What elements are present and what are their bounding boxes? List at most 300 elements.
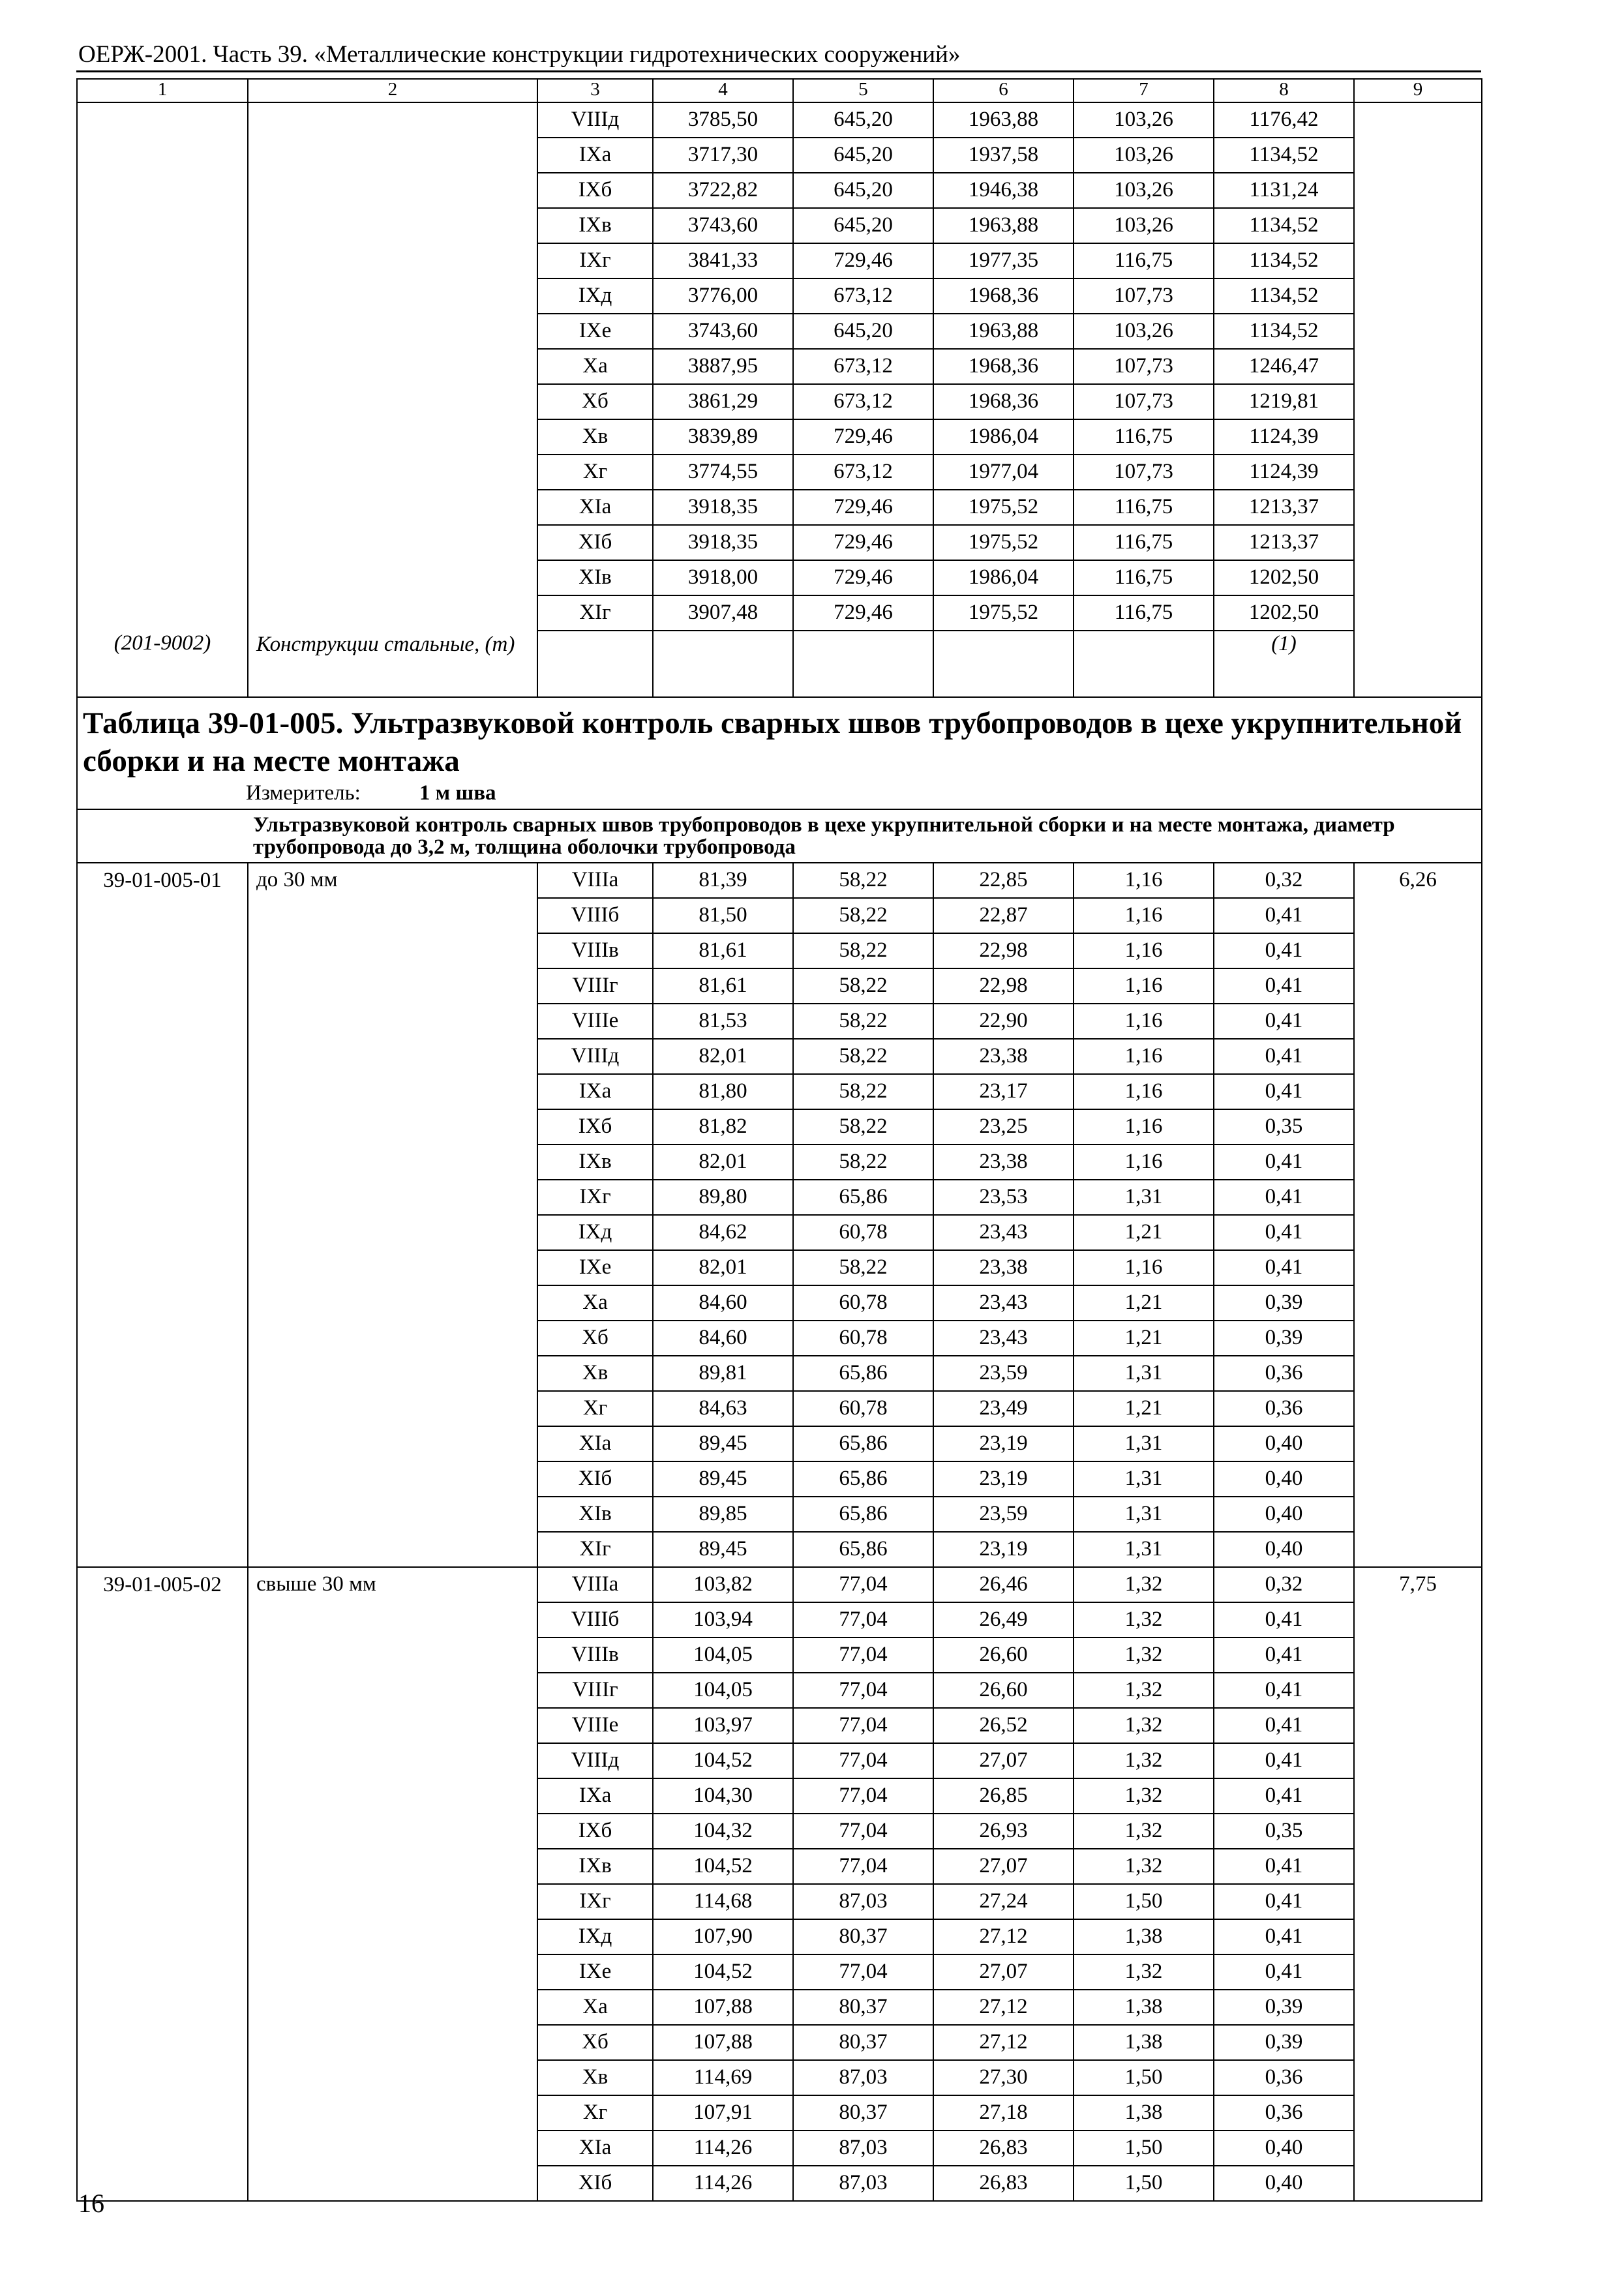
value-cell: 3861,29 — [653, 384, 793, 419]
item-col9 — [1354, 1391, 1482, 1426]
value-cell: 1134,52 — [1214, 314, 1354, 349]
name-cell — [248, 278, 537, 314]
value-cell: VIIIе — [537, 1708, 653, 1743]
value-cell: 58,22 — [793, 1074, 933, 1109]
table-row — [77, 1109, 1482, 1144]
value-cell: VIIIд — [537, 1039, 653, 1074]
value-cell: 0,35 — [1214, 1814, 1354, 1849]
item-code — [77, 1919, 248, 1954]
table-row — [77, 278, 1482, 314]
value-cell: 87,03 — [793, 1884, 933, 1919]
value-cell: 1,32 — [1074, 1954, 1214, 1990]
item-code: 39-01-005-02 — [77, 1567, 248, 1602]
value-cell: 0,39 — [1214, 2025, 1354, 2060]
value-cell: 84,63 — [653, 1391, 793, 1426]
item-name — [248, 1954, 537, 1990]
value-cell: 116,75 — [1074, 419, 1214, 455]
value-cell: 1,50 — [1074, 2166, 1214, 2201]
value-cell: 3907,48 — [653, 595, 793, 631]
code-cell — [77, 490, 248, 525]
item-col9 — [1354, 1039, 1482, 1074]
item-name — [248, 2060, 537, 2095]
table-row — [77, 1778, 1482, 1814]
measure-value: 1 м шва — [419, 781, 496, 805]
value-cell: 107,88 — [653, 1990, 793, 2025]
item-col9 — [1354, 2060, 1482, 2095]
value-cell: 0,41 — [1214, 933, 1354, 968]
value-cell: 80,37 — [793, 1990, 933, 2025]
value-cell: VIIIе — [537, 1004, 653, 1039]
table-row — [77, 1954, 1482, 1990]
value-cell: 58,22 — [793, 1144, 933, 1180]
code-cell — [77, 173, 248, 208]
value-cell: 3887,95 — [653, 349, 793, 384]
value-cell: IXд — [537, 278, 653, 314]
column-number: 3 — [537, 79, 653, 102]
value-cell: IXа — [537, 138, 653, 173]
value-cell: 1134,52 — [1214, 138, 1354, 173]
value-cell: 23,17 — [933, 1074, 1074, 1109]
value-cell: 89,81 — [653, 1356, 793, 1391]
value-cell: 1,16 — [1074, 863, 1214, 898]
value-cell: Xб — [537, 384, 653, 419]
item-name — [248, 1849, 537, 1884]
value-cell: 0,40 — [1214, 1461, 1354, 1497]
value-cell: 0,41 — [1214, 1673, 1354, 1708]
value-cell: 1134,52 — [1214, 208, 1354, 243]
value-cell: IXг — [537, 243, 653, 278]
value-cell: IXд — [537, 1215, 653, 1250]
value-cell: 1,32 — [1074, 1602, 1214, 1638]
value-cell: 3918,00 — [653, 560, 793, 595]
name-cell — [248, 455, 537, 490]
name-cell — [248, 314, 537, 349]
value-cell: 26,49 — [933, 1602, 1074, 1638]
item-code — [77, 1673, 248, 1708]
value-cell: 0,40 — [1214, 1426, 1354, 1461]
item-name — [248, 933, 537, 968]
item-name — [248, 1215, 537, 1250]
value-cell: 3743,60 — [653, 208, 793, 243]
table-row — [77, 419, 1482, 455]
value-cell: 0,32 — [1214, 1567, 1354, 1602]
value-cell: IXе — [537, 1954, 653, 1990]
value-cell: 729,46 — [793, 525, 933, 560]
value-cell: 1,31 — [1074, 1532, 1214, 1567]
empty-cell — [793, 631, 933, 697]
table-row — [77, 490, 1482, 525]
value-cell: 1,32 — [1074, 1743, 1214, 1778]
value-cell: 27,07 — [933, 1743, 1074, 1778]
value-cell: 673,12 — [793, 455, 933, 490]
value-cell: 87,03 — [793, 2166, 933, 2201]
value-cell: 77,04 — [793, 1638, 933, 1673]
value-cell: 1,16 — [1074, 968, 1214, 1004]
value-cell: XIг — [537, 1532, 653, 1567]
item-name — [248, 1144, 537, 1180]
value-cell: 1202,50 — [1214, 560, 1354, 595]
value-cell: 23,59 — [933, 1497, 1074, 1532]
item-code: 39-01-005-01 — [77, 863, 248, 898]
value-cell: 3918,35 — [653, 525, 793, 560]
value-cell: 22,90 — [933, 1004, 1074, 1039]
value-cell: 23,19 — [933, 1532, 1074, 1567]
value-cell: 1,21 — [1074, 1391, 1214, 1426]
value-cell: 1975,52 — [933, 490, 1074, 525]
value-cell: 81,61 — [653, 933, 793, 968]
item-col9 — [1354, 1144, 1482, 1180]
value-cell: 103,26 — [1074, 208, 1214, 243]
value-cell: 1,32 — [1074, 1778, 1214, 1814]
value-cell: 81,80 — [653, 1074, 793, 1109]
value-cell: 22,98 — [933, 968, 1074, 1004]
value-cell: 1,31 — [1074, 1356, 1214, 1391]
value-cell: 0,39 — [1214, 1321, 1354, 1356]
value-cell: 645,20 — [793, 138, 933, 173]
column-numbers-row — [77, 79, 1482, 102]
col9-cell — [1354, 349, 1482, 384]
item-code — [77, 1461, 248, 1497]
value-cell: 0,39 — [1214, 1285, 1354, 1321]
value-cell: 80,37 — [793, 2025, 933, 2060]
item-code — [77, 1814, 248, 1849]
value-cell: Xб — [537, 2025, 653, 2060]
item-code — [77, 1004, 248, 1039]
value-cell: 103,26 — [1074, 102, 1214, 138]
item-col9 — [1354, 1356, 1482, 1391]
item-code — [77, 1039, 248, 1074]
value-cell: 1963,88 — [933, 314, 1074, 349]
table-row — [77, 2060, 1482, 2095]
value-cell: 0,39 — [1214, 1990, 1354, 2025]
value-cell: 116,75 — [1074, 490, 1214, 525]
value-cell: IXб — [537, 1814, 653, 1849]
value-cell: IXе — [537, 1250, 653, 1285]
item-code — [77, 1356, 248, 1391]
rates-table — [76, 78, 1482, 2202]
value-cell: IXв — [537, 1144, 653, 1180]
code-cell — [77, 102, 248, 138]
item-name — [248, 2166, 537, 2201]
table-row — [77, 1919, 1482, 1954]
value-cell: Xа — [537, 1285, 653, 1321]
column-number: 4 — [653, 79, 793, 102]
value-cell: 23,49 — [933, 1391, 1074, 1426]
value-cell: 103,97 — [653, 1708, 793, 1743]
value-cell: 89,45 — [653, 1461, 793, 1497]
value-cell: 84,60 — [653, 1285, 793, 1321]
value-cell: 0,40 — [1214, 2131, 1354, 2166]
item-code — [77, 1954, 248, 1990]
description: Ультразвуковой контроль сварных швов трубопроводов в цехе укрупнительной сборки и на месте монтажа, диаметр трубопровода до 3,2 м, толщина оболочки трубопровода — [77, 809, 1482, 863]
table-row — [77, 208, 1482, 243]
item-col9 — [1354, 898, 1482, 933]
value-cell: 1,16 — [1074, 1144, 1214, 1180]
value-cell: 1,31 — [1074, 1180, 1214, 1215]
value-cell: 0,41 — [1214, 1039, 1354, 1074]
value-cell: 104,05 — [653, 1638, 793, 1673]
material-name — [248, 631, 537, 697]
table-row — [77, 933, 1482, 968]
item-code — [77, 1426, 248, 1461]
value-cell: 23,38 — [933, 1250, 1074, 1285]
value-cell: 1968,36 — [933, 384, 1074, 419]
table-row — [77, 1567, 1482, 1602]
value-cell: 26,60 — [933, 1673, 1074, 1708]
item-name — [248, 1532, 537, 1567]
value-cell: 0,40 — [1214, 1497, 1354, 1532]
item-code — [77, 2060, 248, 2095]
item-name — [248, 1461, 537, 1497]
value-cell: 22,87 — [933, 898, 1074, 933]
table-title: Таблица 39-01-005. Ультразвуковой контроль сварных швов трубопроводов в цехе укрупнительной сборки и на месте монтажа — [83, 706, 1462, 778]
value-cell: 23,25 — [933, 1109, 1074, 1144]
value-cell: 116,75 — [1074, 243, 1214, 278]
value-cell: 107,73 — [1074, 349, 1214, 384]
table-row — [77, 2131, 1482, 2166]
value-cell: 65,86 — [793, 1356, 933, 1391]
value-cell: 89,85 — [653, 1497, 793, 1532]
item-code — [77, 1285, 248, 1321]
name-cell — [248, 173, 537, 208]
value-cell: 0,35 — [1214, 1109, 1354, 1144]
table-row — [77, 1638, 1482, 1673]
value-cell: 1968,36 — [933, 278, 1074, 314]
value-cell: 0,41 — [1214, 1919, 1354, 1954]
value-cell: 80,37 — [793, 2095, 933, 2131]
measure-line — [83, 780, 1476, 809]
value-cell: 1937,58 — [933, 138, 1074, 173]
value-cell: 77,04 — [793, 1743, 933, 1778]
item-name — [248, 1285, 537, 1321]
value-cell: 60,78 — [793, 1285, 933, 1321]
item-code — [77, 1849, 248, 1884]
item-name — [248, 1180, 537, 1215]
value-cell: 3722,82 — [653, 173, 793, 208]
column-number: 9 — [1354, 79, 1482, 102]
col9-cell — [1354, 173, 1482, 208]
value-cell: 1124,39 — [1214, 455, 1354, 490]
value-cell: 77,04 — [793, 1673, 933, 1708]
item-name — [248, 1990, 537, 2025]
material-code-text: (201-9002) — [113, 631, 211, 655]
value-cell: 1,32 — [1074, 1567, 1214, 1602]
value-cell: 89,45 — [653, 1532, 793, 1567]
name-cell — [248, 419, 537, 455]
value-cell: 0,41 — [1214, 1074, 1354, 1109]
value-cell: XIг — [537, 595, 653, 631]
item-code — [77, 1109, 248, 1144]
value-cell: 27,18 — [933, 2095, 1074, 2131]
value-cell: 58,22 — [793, 1109, 933, 1144]
value-cell: VIIIд — [537, 102, 653, 138]
value-cell: 26,46 — [933, 1567, 1074, 1602]
item-name — [248, 1356, 537, 1391]
value-cell: 1213,37 — [1214, 525, 1354, 560]
value-cell: 77,04 — [793, 1567, 933, 1602]
value-cell: IXв — [537, 208, 653, 243]
value-cell: 81,82 — [653, 1109, 793, 1144]
value-cell: XIа — [537, 490, 653, 525]
table-row — [77, 1144, 1482, 1180]
value-cell: 0,40 — [1214, 2166, 1354, 2201]
value-cell: 103,26 — [1074, 173, 1214, 208]
value-cell: Xа — [537, 1990, 653, 2025]
value-cell: IXа — [537, 1074, 653, 1109]
value-cell: IXв — [537, 1849, 653, 1884]
value-cell: 1975,52 — [933, 595, 1074, 631]
item-name — [248, 2131, 537, 2166]
value-cell: 89,45 — [653, 1426, 793, 1461]
table-row — [77, 384, 1482, 419]
empty-cell — [653, 631, 793, 697]
value-cell: 1,50 — [1074, 2060, 1214, 2095]
description-row — [77, 809, 1482, 863]
value-cell: 27,07 — [933, 1849, 1074, 1884]
item-code — [77, 1638, 248, 1673]
value-cell: VIIIа — [537, 1567, 653, 1602]
value-cell: 0,41 — [1214, 1638, 1354, 1673]
table-row — [77, 1990, 1482, 2025]
value-cell: 23,19 — [933, 1461, 1074, 1497]
item-code — [77, 1250, 248, 1285]
header-rule — [76, 70, 1481, 72]
value-cell: 23,43 — [933, 1215, 1074, 1250]
value-cell: 65,86 — [793, 1532, 933, 1567]
value-cell: 60,78 — [793, 1391, 933, 1426]
item-code — [77, 933, 248, 968]
value-cell: 3839,89 — [653, 419, 793, 455]
name-cell — [248, 138, 537, 173]
value-cell: 0,41 — [1214, 1250, 1354, 1285]
item-col9 — [1354, 1285, 1482, 1321]
item-col9 — [1354, 933, 1482, 968]
item-col9 — [1354, 1884, 1482, 1919]
col9-cell — [1354, 525, 1482, 560]
item-code — [77, 1497, 248, 1532]
value-cell: 0,41 — [1214, 1708, 1354, 1743]
value-cell: 65,86 — [793, 1461, 933, 1497]
value-cell: 1,16 — [1074, 933, 1214, 968]
value-cell: XIб — [537, 1461, 653, 1497]
value-cell: 0,41 — [1214, 1849, 1354, 1884]
item-name — [248, 2025, 537, 2060]
code-cell — [77, 349, 248, 384]
value-cell: 104,52 — [653, 1743, 793, 1778]
value-cell: Xа — [537, 349, 653, 384]
value-cell: 0,41 — [1214, 1954, 1354, 1990]
value-cell: 645,20 — [793, 208, 933, 243]
value-cell: XIв — [537, 560, 653, 595]
column-number: 2 — [248, 79, 537, 102]
value-cell: 1,21 — [1074, 1321, 1214, 1356]
item-col9 — [1354, 1849, 1482, 1884]
table-row — [77, 173, 1482, 208]
value-cell: 1134,52 — [1214, 243, 1354, 278]
value-cell: 58,22 — [793, 933, 933, 968]
value-cell: 1202,50 — [1214, 595, 1354, 631]
value-cell: 645,20 — [793, 102, 933, 138]
item-col9 — [1354, 1215, 1482, 1250]
col9-cell — [1354, 490, 1482, 525]
value-cell: 645,20 — [793, 314, 933, 349]
material-row — [77, 631, 1482, 697]
value-cell: 1,32 — [1074, 1849, 1214, 1884]
value-cell: 1,38 — [1074, 1990, 1214, 2025]
value-cell: 3774,55 — [653, 455, 793, 490]
value-cell: 27,12 — [933, 1919, 1074, 1954]
value-cell: 81,39 — [653, 863, 793, 898]
table-title-cell — [77, 697, 1482, 809]
item-col9 — [1354, 1074, 1482, 1109]
value-cell: 645,20 — [793, 173, 933, 208]
table-row — [77, 1532, 1482, 1567]
value-cell: Xг — [537, 455, 653, 490]
value-cell: 1,32 — [1074, 1708, 1214, 1743]
item-code — [77, 2131, 248, 2166]
value-cell: 1,16 — [1074, 1004, 1214, 1039]
item-code — [77, 1708, 248, 1743]
value-cell: 81,50 — [653, 898, 793, 933]
value-cell: 84,60 — [653, 1321, 793, 1356]
item-col9 — [1354, 1814, 1482, 1849]
value-cell: 0,41 — [1214, 898, 1354, 933]
value-cell: 77,04 — [793, 1708, 933, 1743]
code-cell — [77, 560, 248, 595]
value-cell: 0,41 — [1214, 1884, 1354, 1919]
value-cell: XIа — [537, 2131, 653, 2166]
item-name — [248, 1743, 537, 1778]
table-row — [77, 863, 1482, 898]
item-col9 — [1354, 1778, 1482, 1814]
value-cell: 1,32 — [1074, 1673, 1214, 1708]
table-row — [77, 560, 1482, 595]
table-row — [77, 1074, 1482, 1109]
value-cell: 1975,52 — [933, 525, 1074, 560]
value-cell: 26,85 — [933, 1778, 1074, 1814]
value-cell: Xв — [537, 2060, 653, 2095]
value-cell: 1,38 — [1074, 1919, 1214, 1954]
value-cell: 1246,47 — [1214, 349, 1354, 384]
item-code — [77, 1532, 248, 1567]
value-cell: 1,16 — [1074, 1074, 1214, 1109]
value-cell: 114,69 — [653, 2060, 793, 2095]
table-row — [77, 455, 1482, 490]
value-cell: 60,78 — [793, 1215, 933, 1250]
value-cell: VIIIб — [537, 898, 653, 933]
item-name — [248, 1673, 537, 1708]
value-cell: 82,01 — [653, 1144, 793, 1180]
col9-cell — [1354, 384, 1482, 419]
value-cell: 0,41 — [1214, 1180, 1354, 1215]
value-cell: IXб — [537, 1109, 653, 1144]
value-cell: 0,41 — [1214, 1144, 1354, 1180]
table-row — [77, 2025, 1482, 2060]
value-cell: 1,21 — [1074, 1285, 1214, 1321]
value-cell: 1963,88 — [933, 102, 1074, 138]
value-cell: 1,38 — [1074, 2095, 1214, 2131]
value-cell: IXб — [537, 173, 653, 208]
value-cell: 0,41 — [1214, 968, 1354, 1004]
value-cell: 0,41 — [1214, 1215, 1354, 1250]
value-cell: VIIIа — [537, 863, 653, 898]
item-col9 — [1354, 1497, 1482, 1532]
empty-cell — [1354, 631, 1482, 697]
col9-cell — [1354, 419, 1482, 455]
column-number: 7 — [1074, 79, 1214, 102]
name-cell — [248, 243, 537, 278]
value-cell: 27,30 — [933, 2060, 1074, 2095]
